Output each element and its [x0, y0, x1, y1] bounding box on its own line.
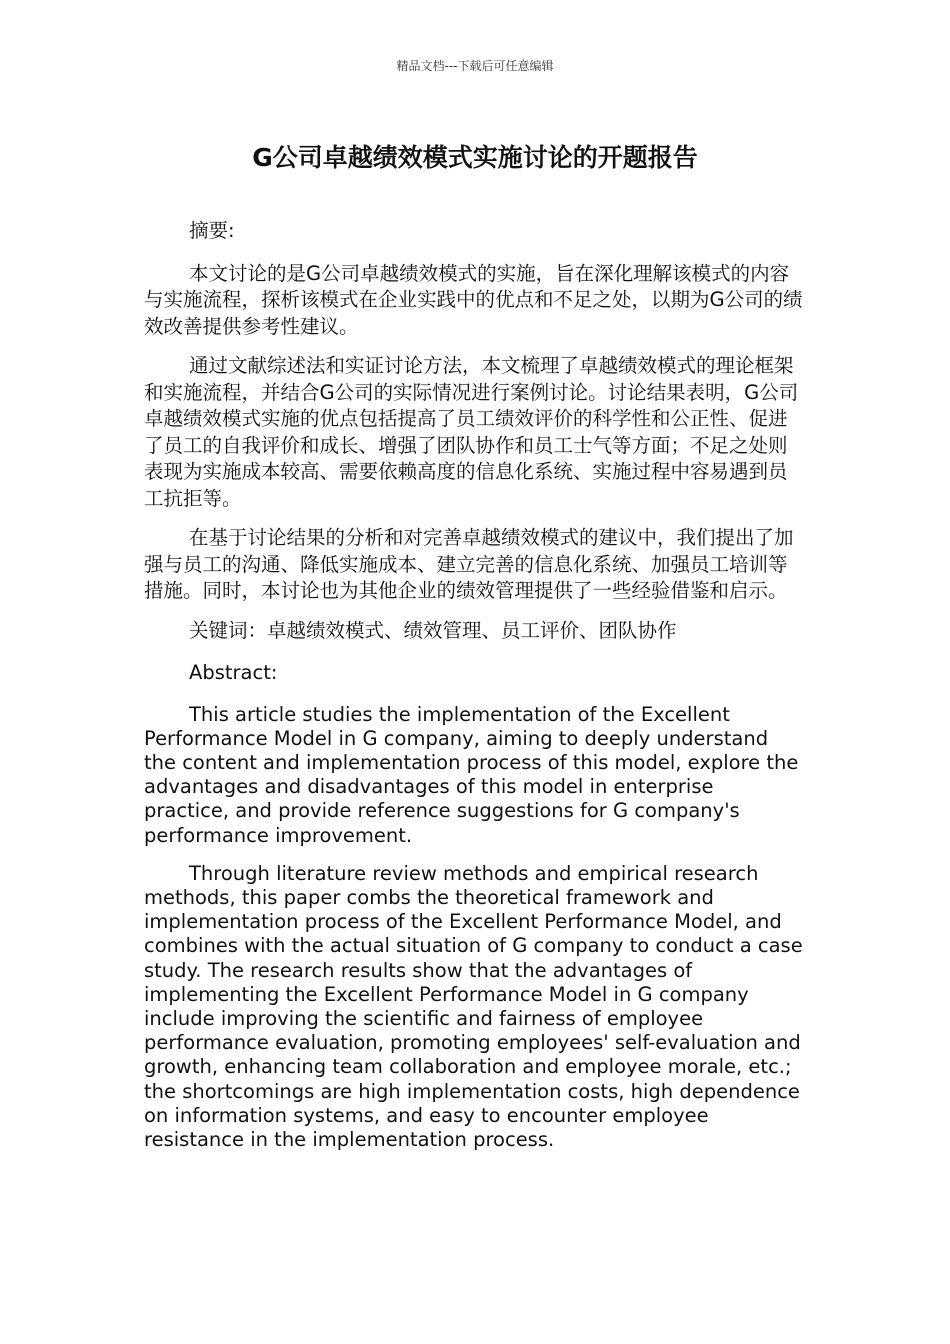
document-title: G公司卓越绩效模式实施讨论的开题报告: [252, 143, 698, 172]
abstract-cn-paragraph-3: 在基于讨论结果的分析和对完善卓越绩效模式的建议中，我们提出了加强与员工的沟通、降低实施成本、建立完善的信息化系统、加强员工培训等措施。同时，本讨论也为其他企业的绩效管理提供了一些经验借鉴和启示。: [144, 526, 794, 602]
abstract-cn-paragraph-1: 本文讨论的是G公司卓越绩效模式的实施，旨在深化理解该模式的内容与实施流程，探析该模式在企业实践中的优点和不足之处，以期为G公司的绩效改善提供参考性建议。: [144, 261, 803, 338]
page-header-watermark: 精品文档---下载后可任意编辑: [396, 59, 554, 73]
abstract-cn-label: 摘要:: [189, 219, 235, 242]
abstract-en-paragraph-1: This article studies the implementation of the Excellent Performance Model in G company, aiming to deeply understand the content and implementation process of this model, explore the advantages and disadvantages of this model in enterprise practice, and provide reference suggestions for G company's performance improvement.: [144, 702, 799, 847]
abstract-en-label: Abstract:: [189, 661, 278, 684]
document-body: [144, 218, 804, 1166]
abstract-cn-paragraph-2: 通过文献综述法和实证讨论方法，本文梳理了卓越绩效模式的理论框架和实施流程，并结合G公司的实际情况进行案例讨论。讨论结果表明，G公司卓越绩效模式实施的优点包括提高了员工绩效评价的科学性和公正性、促进了员工的自我评价和成长、增强了团队协作和员工士气等方面；不足之处则表现为实施成本较高、需要依赖高度的信息化系统、实施过程中容易遇到员工抗拒等。: [144, 354, 799, 510]
keywords-line: 关键词：卓越绩效模式、绩效管理、员工评价、团队协作: [189, 618, 677, 642]
abstract-en-paragraph-2: Through literature review methods and empirical research methods, this paper combs the theoretical framework and implementation process of the Excellent Performance Model, and combines with the actual situation of G company to conduct a case study. The research results show that the advantages of implementing the Excellent Performance Model in G company include improving the scientific and fairness of employee performance evaluation, promoting employees' self-evaluation and growth, enhancing team collaboration and employee morale, etc.; the shortcomings are high implementation costs, high dependence on information systems, and easy to encounter employee resistance in the implementation process.: [144, 861, 803, 1151]
